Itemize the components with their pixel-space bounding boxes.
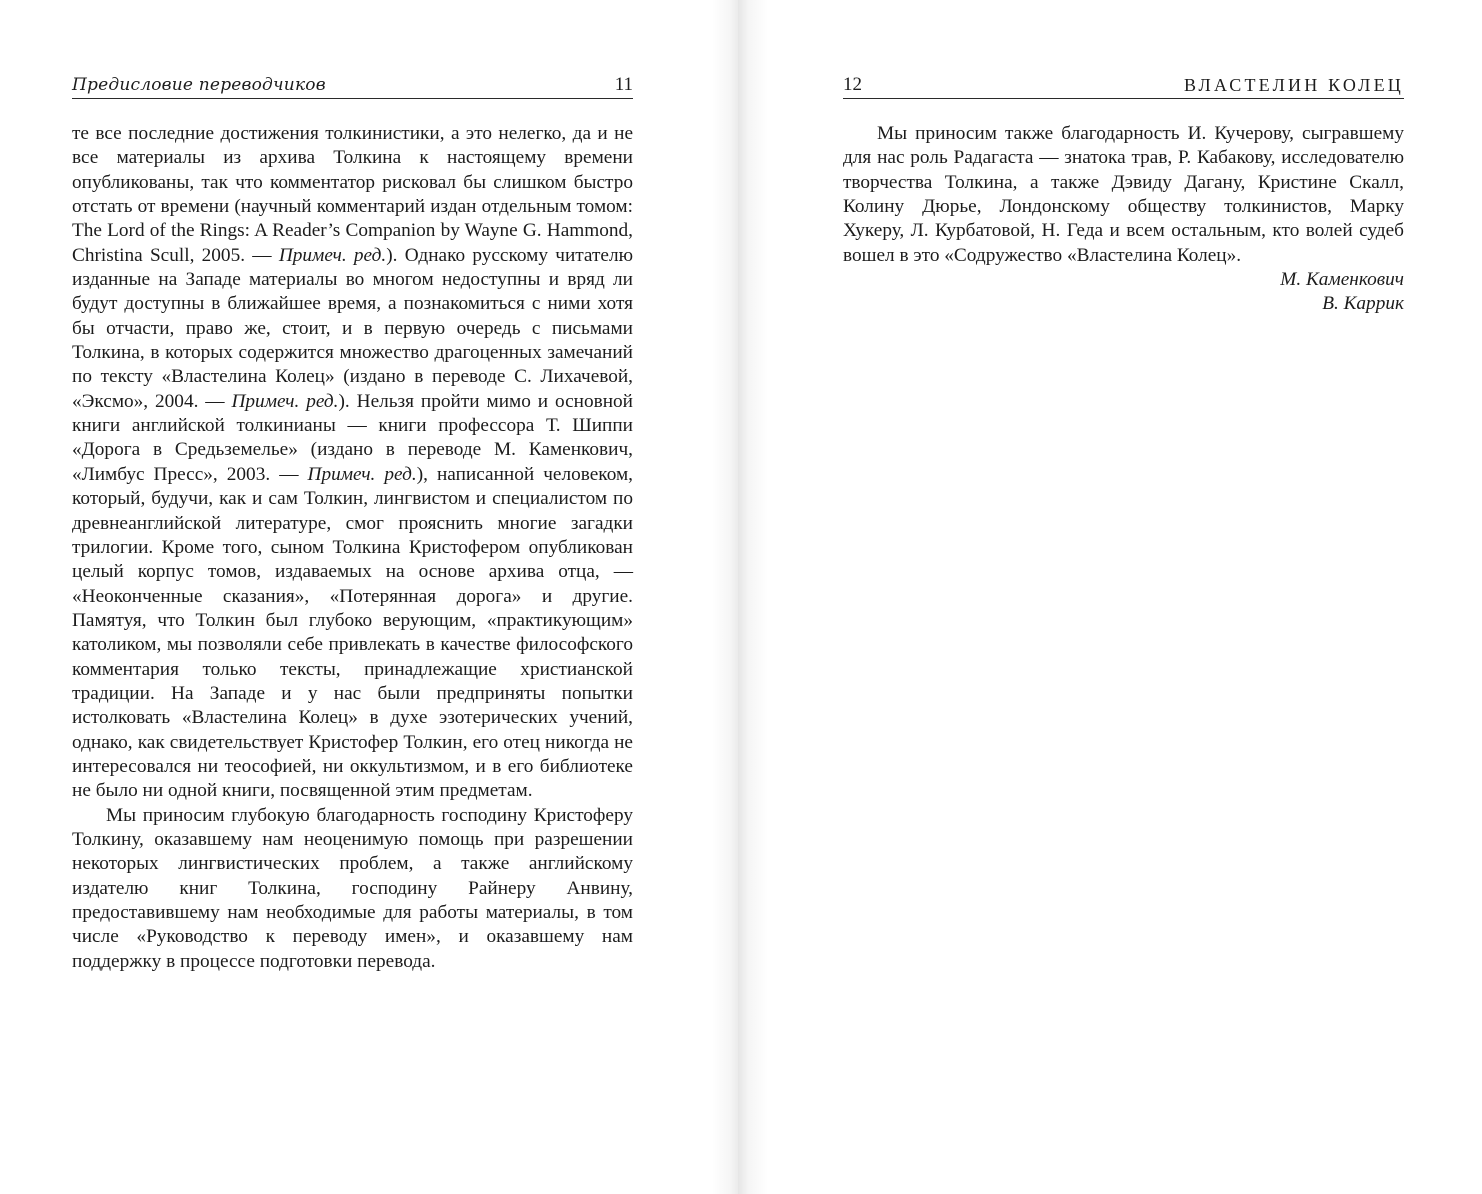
left-page [0, 0, 738, 1194]
editor-note-3: Примеч. ред. [307, 463, 417, 485]
left-p1-seg1: те все последние достижения толкинистики, а это нелегко, да и не все материалы из архива Толкина к настоящему времени опубликованы, так что комментатор рисковал бы слишком быстро отстать от времени (научный комментарий издан отдельным томом: The Lord of the Rings: A Reader’s Companion by Wayne G. Hammond, Christina Scull, 2005. — [72, 123, 633, 266]
right-paragraph-1: Мы приносим также благодарность И. Кучерову, сыгравшему для нас роль Радагаста — знатока трав, Р. Кабакову, исследователю творчества Толкина, а также Дэвиду Дагану, Кристине Скалл, Колину Дюрье, Лондонскому обществу толкинистов, Марку Хукеру, Л. Курбатовой, Н. Геда и всем остальным, кто волей судеб вошел в это «Содружество «Властелина Колец». [843, 123, 1404, 266]
left-p1-seg4: ), написанной человеком, который, будучи, как и сам Толкин, лингвистом и специалистом по древнеанглийской литературе, смог прояснить многие загадки трилогии. Кроме того, сыном Толкина Кристофером опубликован целый корпус томов, издаваемых на основе архива отца, — «Неоконченные сказания», «Потерянная дорога» и другие. Памятуя, что Толкин был глубоко верующим, «практикующим» католиком, мы позволяли себе привлекать в качестве философского комментария только тексты, принадлежащие христианской традиции. На Западе и у нас были предприняты попытки истолковать «Властелина Колец» в духе эзотерических учений, однако, как свидетельствует Кристофер Толкин, его отец никогда не интересовался ни теософией, ни оккультизмом, и в его библиотеке не было ни одной книги, посвященной этим предметам. [72, 463, 633, 802]
right-page-number: 12 [843, 74, 862, 95]
left-p1-seg3: ). Нельзя пройти мимо и основной книги английской толкинианы — книги профессора Т. Шиппи «Дорога в Средьземелье» (издано в переводе М. Каменкович, «Лимбус Пресс», 2003. — [72, 390, 633, 485]
left-p1-seg2: ). Однако русскому читателю изданные на Западе материалы во многом недоступны и вряд ли будут доступны в ближайшее время, а познакомиться с ними хотя бы отчасти, право же, стоит, и в первую очередь с письмами Толкина, в которых содержится множество драгоценных замечаний по тексту «Властелина Колец» (издано в переводе С. Лихачевой, «Эксмо», 2004. — [72, 244, 633, 412]
left-paragraph-2: Мы приносим глубокую благодарность господину Кристоферу Толкину, оказавшему нам неоценимую помощь при разрешении некоторых лингвистических проблем, а также английскому издателю книг Толкина, господину Райнеру Анвину, предоставившему нам необходимые для работы материалы, в том числе «Руководство к переводу имен», и оказавшему нам поддержку в процессе подготовки перевода. [72, 804, 633, 972]
left-header-title: Предисловие переводчиков [72, 75, 326, 95]
gutter-shadow-right [738, 0, 768, 1194]
gutter-shadow-left [712, 0, 738, 1194]
right-text-block [843, 122, 1404, 317]
left-paragraph-1 [72, 122, 633, 804]
right-running-head [843, 72, 1404, 99]
signature-karrik: В. Каррик [1322, 293, 1404, 315]
left-page-number: 11 [614, 74, 633, 95]
left-text-block [72, 122, 633, 974]
right-header-title: ВЛАСТЕЛИН КОЛЕЦ [1184, 75, 1404, 95]
right-page [738, 0, 1482, 1194]
editor-note-1: Примеч. ред. [278, 244, 387, 266]
left-running-head [72, 72, 633, 99]
signature-kamenkovich: М. Каменкович [1280, 269, 1404, 291]
editor-note-2: Примеч. ред. [231, 390, 339, 412]
